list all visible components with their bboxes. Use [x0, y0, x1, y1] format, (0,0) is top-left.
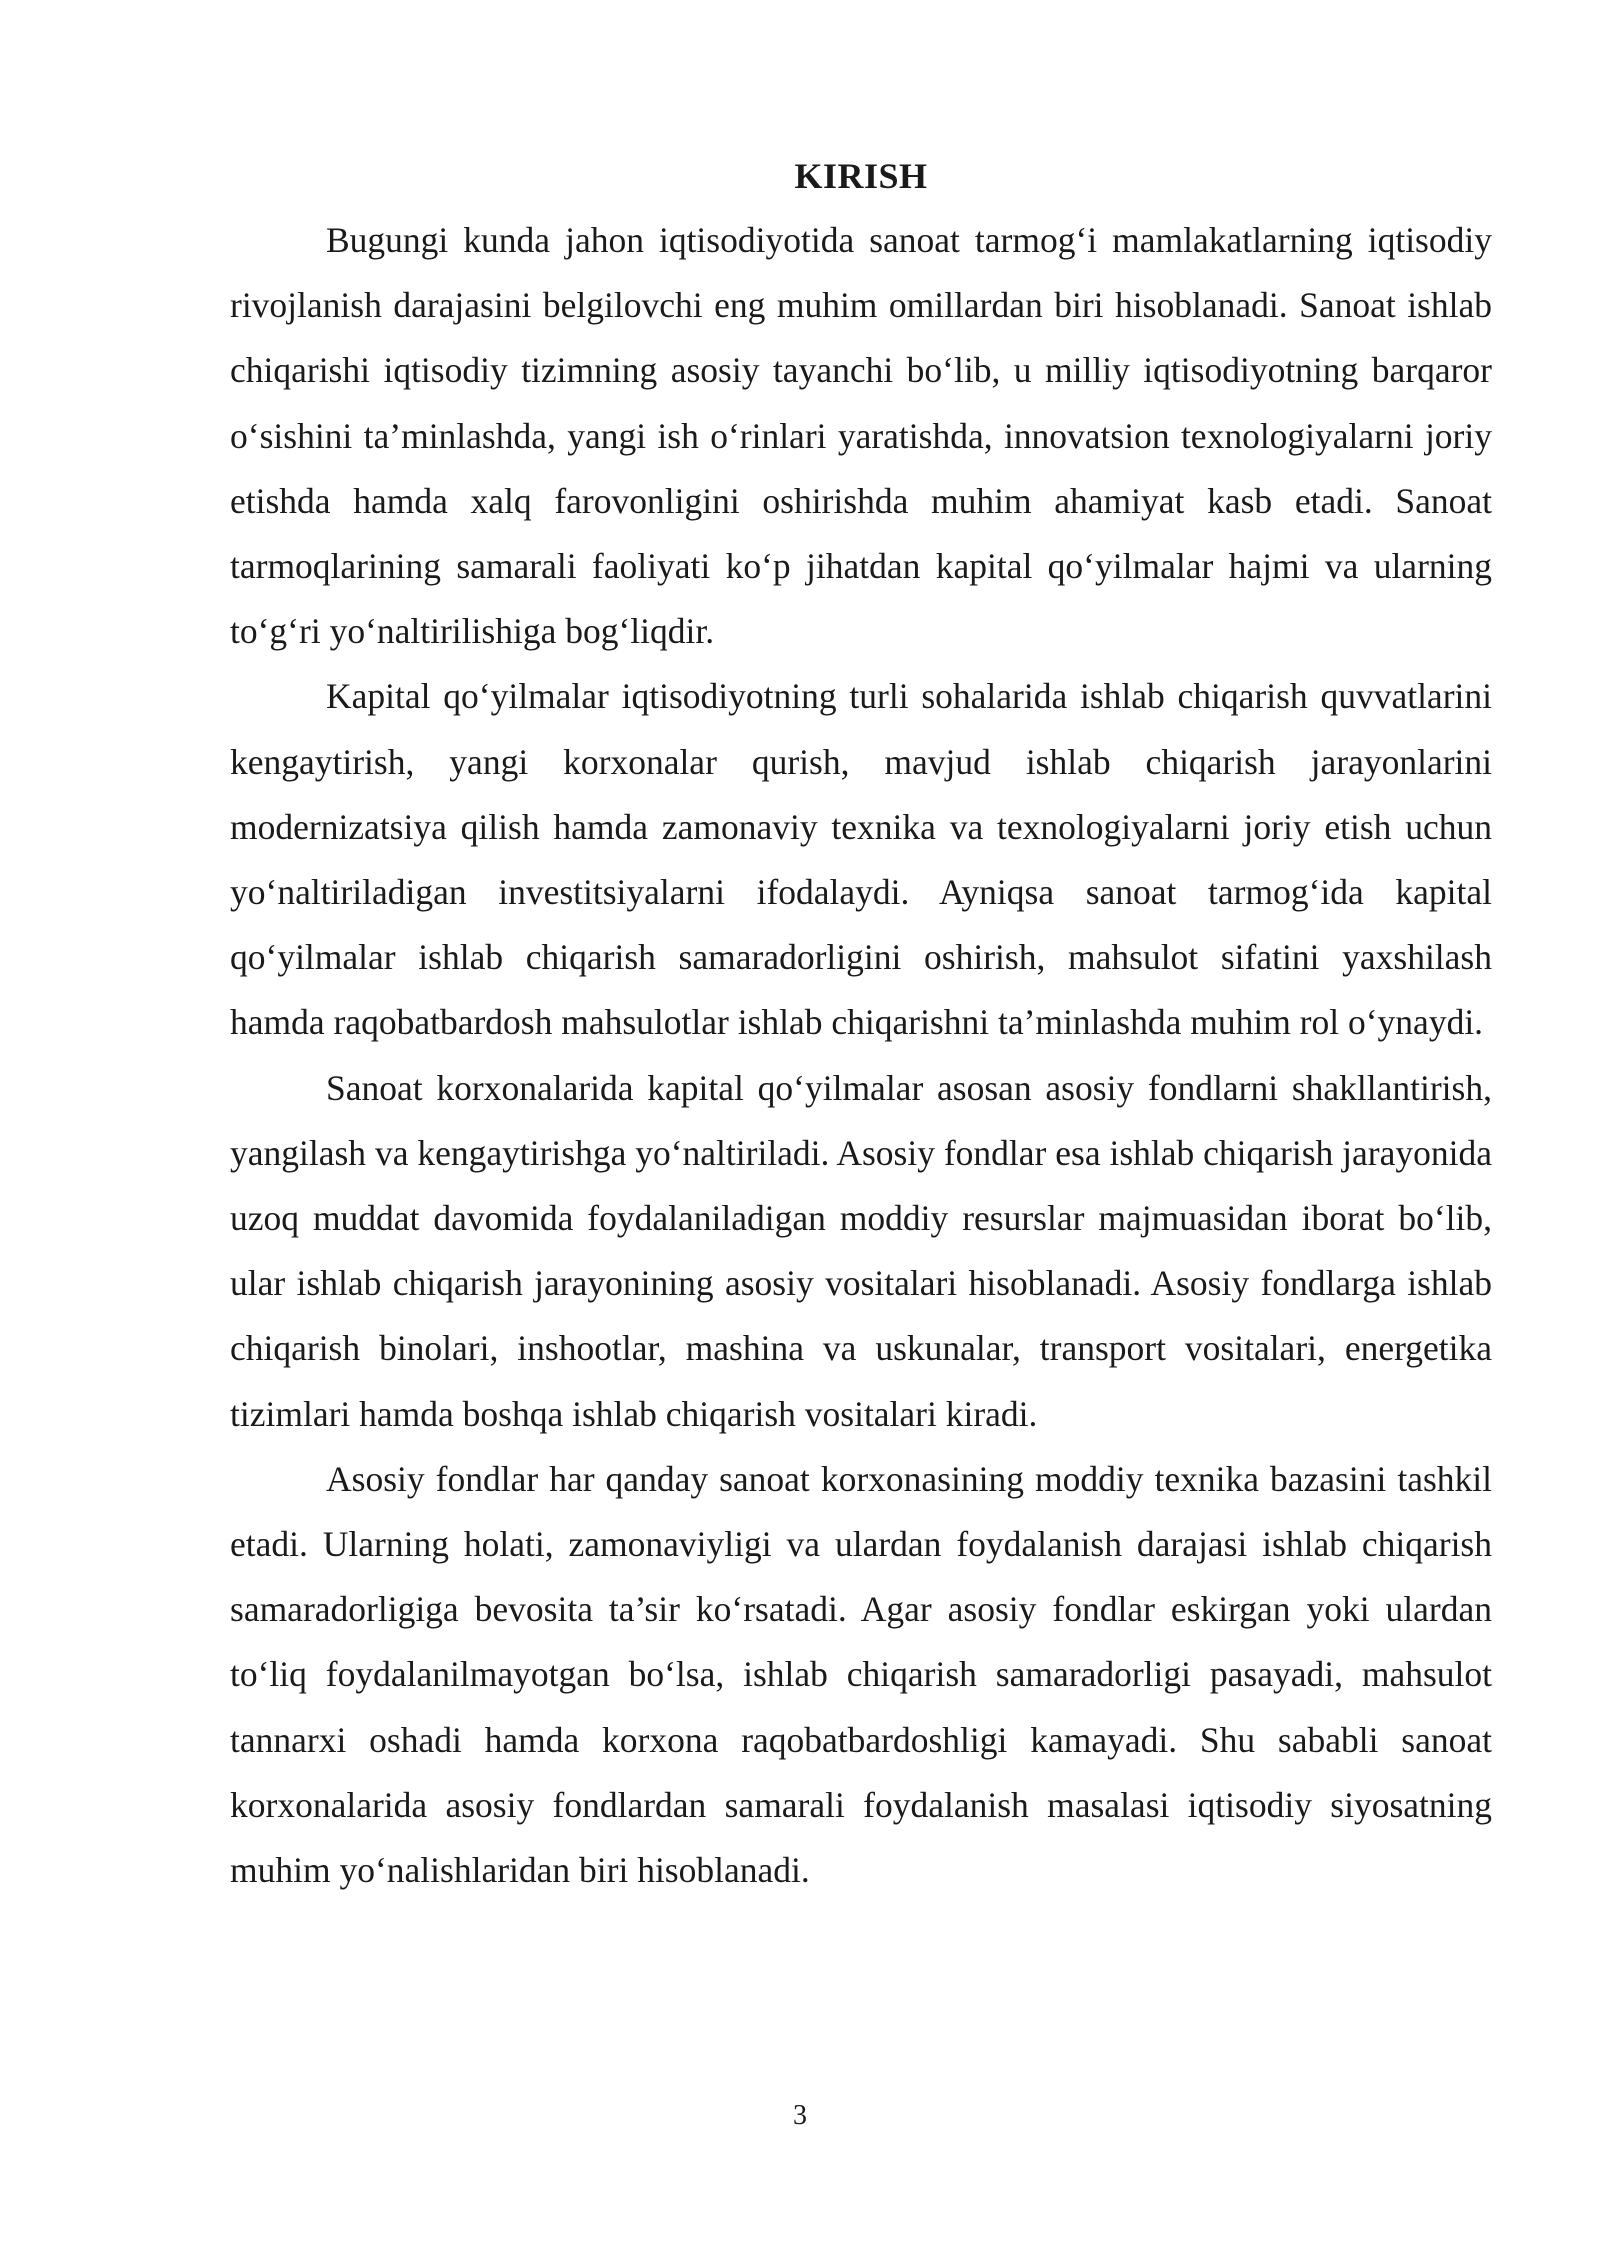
paragraph-3: Sanoat korxonalarida kapital qo‘yilmalar asosan asosiy fondlarni shakllantirish, yangilash va kengaytirishga yo‘naltiriladi. Asosiy fondlar esa ishlab chiqarish jarayonida uzoq muddat davomida foydalaniladigan moddiy resurslar majmuasidan iborat bo‘lib, ular ishlab chiqarish jarayonining asosiy vositalari hisoblanadi. Asosiy fondlarga ishlab chiqarish binolari, inshootlar, mashina va uskunalar, transport vositalari, energetika tizimlari hamda boshqa ishlab chiqarish vositalari kiradi.: [230, 1067, 1492, 1434]
paragraph-2: Kapital qo‘yilmalar iqtisodiyotning turli sohalarida ishlab chiqarish quvvatlarini kengaytirish, yangi korxonalar qurish, mavjud ishlab chiqarish jarayonlarini modernizatsiya qilish hamda zamonaviy texnika va texnologiyalarni joriy etish uchun yo‘naltiriladigan investitsiyalarni ifodalaydi. Ayniqsa sanoat tarmog‘ida kapital qo‘yilmalar ishlab chiqarish samaradorligini oshirish, mahsulot sifatini yaxshilash hamda raqobatbardosh mahsulotlar ishlab chiqarishni ta’minlashda muhim rol o‘ynaydi.: [230, 676, 1492, 1043]
paragraph-4: Asosiy fondlar har qanday sanoat korxonasining moddiy texnika bazasini tashkil etadi. Ularning holati, zamonaviyligi va ulardan foydalanish darajasi ishlab chiqarish samaradorligiga bevosita ta’sir ko‘rsatadi. Agar asosiy fondlar eskirgan yoki ulardan to‘liq foydalanilmayotgan bo‘lsa, ishlab chiqarish samaradorligi pasayadi, mahsulot tannarxi oshadi hamda korxona raqobatbardoshligi kamayadi. Shu sababli sanoat korxonalarida asosiy fondlardan samarali foydalanish masalasi iqtisodiy siyosatning muhim yo‘nalishlaridan biri hisoblanadi.: [230, 1458, 1492, 1891]
section-title: KIRISH: [794, 156, 928, 196]
paragraph-1: Bugungi kunda jahon iqtisodiyotida sanoat tarmog‘i mamlakatlarning iqtisodiy rivojlanish darajasini belgilovchi eng muhim omillardan biri hisoblanadi. Sanoat ishlab chiqarishi iqtisodiy tizimning asosiy tayanchi bo‘lib, u milliy iqtisodiyotning barqaror o‘sishini ta’minlashda, yangi ish o‘rinlari yaratishda, innovatsion texnologiyalarni joriy etishda hamda xalq farovonligini oshirishda muhim ahamiyat kasb etadi. Sanoat tarmoqlarining samarali faoliyati ko‘p jihatdan kapital qo‘yilmalar hajmi va ularning to‘g‘ri yo‘naltirilishiga bog‘liqdir.: [230, 220, 1492, 652]
page-number: 3: [793, 2100, 807, 2131]
page-content: [230, 148, 1492, 1903]
